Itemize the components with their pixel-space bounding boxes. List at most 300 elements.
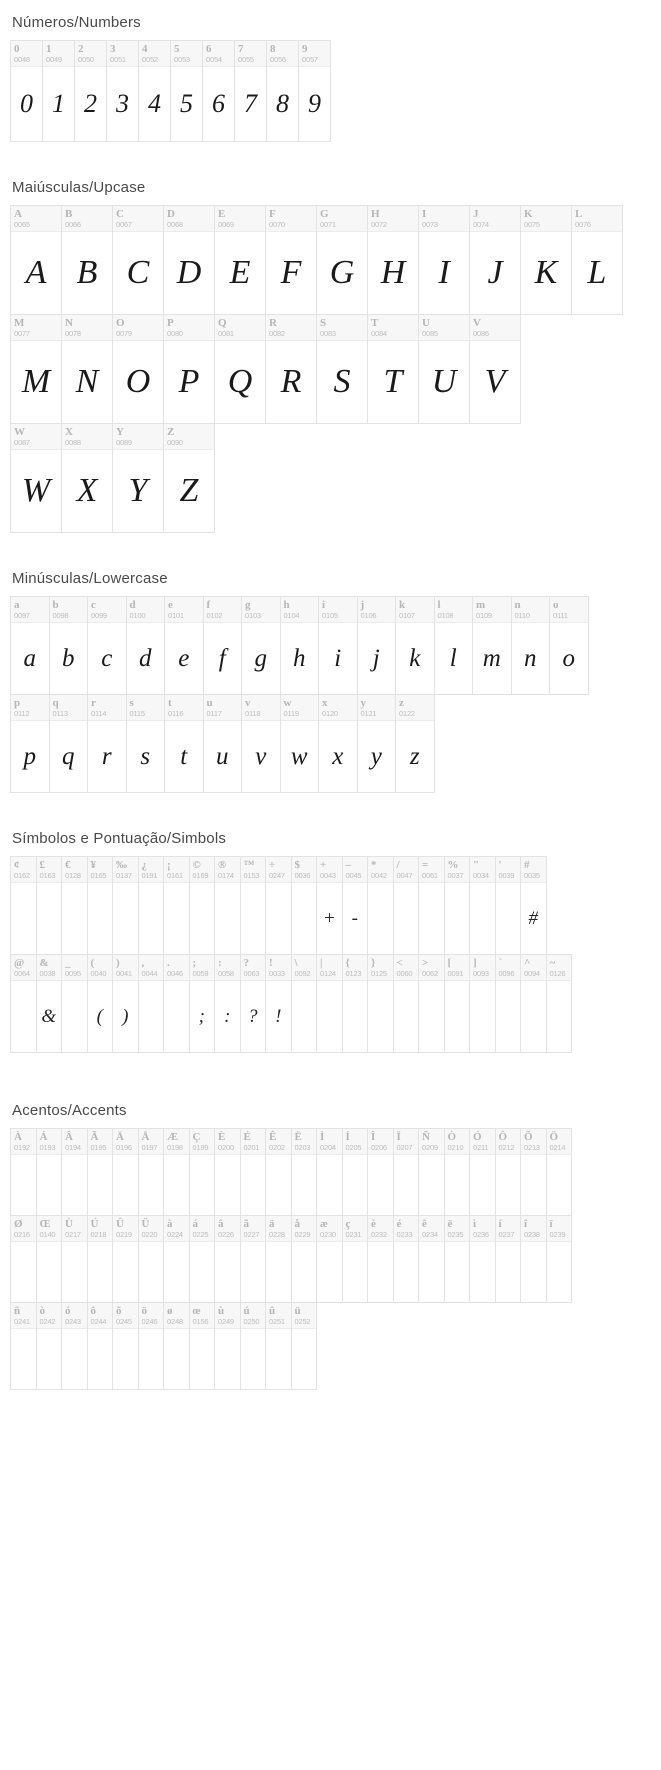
glyph-cell[interactable] <box>163 1215 190 1303</box>
glyph-cell[interactable] <box>291 1128 318 1216</box>
glyph-cell[interactable] <box>189 954 216 1053</box>
glyph-cell[interactable] <box>291 1215 318 1303</box>
glyph-character-label: { <box>345 957 350 969</box>
glyph-character-label: # <box>524 859 530 871</box>
glyph-cell[interactable] <box>61 1128 88 1216</box>
glyph-unicode-label: 0237 <box>498 1230 515 1239</box>
glyph-cell[interactable] <box>36 1215 63 1303</box>
glyph-preview: b <box>62 644 75 672</box>
glyph-unicode-label: 0235 <box>447 1230 464 1239</box>
glyph-header <box>445 857 470 883</box>
glyph-cell[interactable] <box>214 856 241 955</box>
glyph-character-label: Z <box>167 426 175 438</box>
glyph-cell[interactable] <box>367 856 394 955</box>
glyph-preview: a <box>23 644 36 672</box>
glyph-header <box>292 955 317 981</box>
glyph-unicode-label: 0224 <box>167 1230 183 1239</box>
glyph-cell[interactable] <box>240 1215 267 1303</box>
glyph-unicode-label: 0169 <box>192 871 209 880</box>
glyph-preview <box>11 1329 36 1389</box>
glyph-row <box>10 1302 316 1389</box>
glyph-header <box>299 41 330 67</box>
glyph-preview: U <box>431 363 457 400</box>
glyph-character-label: > <box>422 957 429 969</box>
glyph-cell[interactable] <box>291 954 318 1053</box>
glyph-cell[interactable] <box>214 314 266 424</box>
glyph-cell[interactable] <box>61 856 88 955</box>
glyph-cell[interactable] <box>87 1302 114 1390</box>
glyph-unicode-label: 0102 <box>206 611 223 620</box>
glyph-character-label: ï <box>549 1218 553 1230</box>
glyph-preview <box>292 883 317 954</box>
glyph-cell[interactable] <box>495 1215 522 1303</box>
glyph-cell[interactable] <box>393 1215 420 1303</box>
glyph-character-label: U <box>422 317 430 329</box>
glyph-cell[interactable] <box>189 856 216 955</box>
glyph-header <box>62 206 112 232</box>
glyph-cell[interactable] <box>61 423 113 533</box>
glyph-preview: 3 <box>116 89 129 118</box>
glyph-cell[interactable] <box>189 1215 216 1303</box>
glyph-cell[interactable] <box>163 1302 190 1390</box>
glyph-header <box>164 424 214 450</box>
glyph-cell[interactable] <box>418 954 445 1053</box>
glyph-character-label: ^ <box>524 957 531 969</box>
glyph-preview: H <box>380 254 406 291</box>
glyph-unicode-label: 0067 <box>116 220 132 229</box>
glyph-cell[interactable] <box>214 1215 241 1303</box>
glyph-cell[interactable] <box>61 1302 88 1390</box>
glyph-row <box>10 954 520 1052</box>
glyph-header <box>396 695 434 721</box>
glyph-unicode-label: 0207 <box>396 1143 413 1152</box>
glyph-header <box>470 1129 495 1155</box>
glyph-unicode-label: 0206 <box>371 1143 387 1152</box>
glyph-cell[interactable] <box>112 205 164 315</box>
section-spacer <box>10 147 651 165</box>
glyph-preview <box>62 1155 87 1215</box>
section-title: Minúsculas/Lowercase <box>12 570 168 587</box>
glyph-cell[interactable] <box>214 1128 241 1216</box>
glyph-header <box>215 206 265 232</box>
glyph-unicode-label: 0120 <box>322 709 338 718</box>
glyph-cell[interactable] <box>265 205 317 315</box>
glyph-cell[interactable] <box>291 856 318 955</box>
glyph-unicode-label: 0227 <box>243 1230 260 1239</box>
glyph-character-label: â <box>218 1218 224 1230</box>
glyph-cell[interactable] <box>469 954 496 1053</box>
glyph-cell[interactable] <box>265 856 292 955</box>
glyph-header <box>317 1129 342 1155</box>
glyph-character-label: < <box>396 957 403 969</box>
glyph-cell[interactable] <box>240 1128 267 1216</box>
glyph-preview <box>317 981 342 1052</box>
glyph-character-label: ä <box>269 1218 275 1230</box>
glyph-cell[interactable] <box>316 954 343 1053</box>
glyph-cell[interactable] <box>418 856 445 955</box>
glyph-preview <box>215 1329 240 1389</box>
glyph-unicode-label: 0082 <box>269 329 285 338</box>
glyph-cell[interactable] <box>112 856 139 955</box>
glyph-cell[interactable] <box>318 596 358 695</box>
glyph-cell[interactable] <box>444 954 471 1053</box>
glyph-cell[interactable] <box>10 423 62 533</box>
glyph-cell[interactable] <box>511 596 551 695</box>
glyph-cell[interactable] <box>87 856 114 955</box>
glyph-preview <box>445 1242 470 1302</box>
glyph-cell[interactable] <box>495 1128 522 1216</box>
glyph-cell[interactable] <box>367 954 394 1053</box>
glyph-cell[interactable] <box>393 954 420 1053</box>
glyph-cell[interactable] <box>170 40 203 142</box>
glyph-cell[interactable] <box>10 694 50 793</box>
glyph-character-label: È <box>218 1131 226 1143</box>
glyph-unicode-label: 0241 <box>14 1317 30 1326</box>
glyph-unicode-label: 0122 <box>399 709 415 718</box>
glyph-cell[interactable] <box>10 1215 37 1303</box>
glyph-cell[interactable] <box>10 314 62 424</box>
glyph-cell[interactable] <box>472 596 512 695</box>
glyph-header <box>37 1129 62 1155</box>
glyph-cell[interactable] <box>265 954 292 1053</box>
glyph-unicode-label: 0125 <box>371 969 387 978</box>
glyph-header <box>139 1129 164 1155</box>
glyph-cell[interactable] <box>571 205 623 315</box>
glyph-cell[interactable] <box>469 314 521 424</box>
glyph-unicode-label: 0047 <box>396 871 413 880</box>
glyph-cell[interactable] <box>316 856 343 955</box>
glyph-character-label: m <box>476 599 486 611</box>
glyph-character-label: © <box>192 859 201 871</box>
glyph-header <box>171 41 202 67</box>
glyph-cell[interactable] <box>393 856 420 955</box>
glyph-cell[interactable] <box>291 1302 318 1390</box>
glyph-cell[interactable] <box>316 1215 343 1303</box>
glyph-unicode-label: 0115 <box>129 709 145 718</box>
glyph-grid <box>10 856 651 1052</box>
glyph-cell[interactable] <box>520 954 547 1053</box>
glyph-cell[interactable] <box>112 1128 139 1216</box>
glyph-cell[interactable] <box>469 856 496 955</box>
glyph-unicode-label: 0108 <box>437 611 454 620</box>
glyph-cell[interactable] <box>240 954 267 1053</box>
glyph-cell[interactable] <box>266 40 299 142</box>
glyph-cell[interactable] <box>106 40 139 142</box>
glyph-cell[interactable] <box>214 954 241 1053</box>
glyph-character-label: Í <box>345 1131 350 1143</box>
glyph-cell[interactable] <box>138 1128 165 1216</box>
glyph-cell[interactable] <box>163 856 190 955</box>
glyph-cell[interactable] <box>112 314 164 424</box>
glyph-cell[interactable] <box>10 1128 37 1216</box>
glyph-preview <box>37 1329 62 1389</box>
glyph-preview <box>343 981 368 1052</box>
glyph-cell[interactable] <box>87 694 127 793</box>
glyph-character-label: Ø <box>14 1218 23 1230</box>
glyph-cell[interactable] <box>112 954 139 1053</box>
glyph-header <box>470 1216 495 1242</box>
glyph-unicode-label: 0209 <box>422 1143 438 1152</box>
glyph-preview: R <box>280 363 302 400</box>
glyph-unicode-label: 0123 <box>345 969 362 978</box>
glyph-unicode-label: 0198 <box>167 1143 183 1152</box>
glyph-cell[interactable] <box>357 694 397 793</box>
glyph-cell[interactable] <box>495 954 522 1053</box>
glyph-preview <box>190 1242 215 1302</box>
glyph-header <box>419 1129 444 1155</box>
glyph-cell[interactable] <box>546 1215 573 1303</box>
glyph-cell[interactable] <box>138 954 165 1053</box>
glyph-header <box>204 695 242 721</box>
glyph-row <box>10 694 434 792</box>
glyph-cell[interactable] <box>112 423 164 533</box>
glyph-unicode-label: 0111 <box>553 611 568 620</box>
glyph-cell[interactable] <box>126 694 166 793</box>
glyph-cell[interactable] <box>126 596 166 695</box>
glyph-header <box>11 41 42 67</box>
glyph-character-label: Q <box>218 317 227 329</box>
glyph-row <box>10 1128 571 1215</box>
glyph-header <box>11 1129 36 1155</box>
glyph-character-label: è <box>371 1218 376 1230</box>
glyph-cell[interactable] <box>265 1302 292 1390</box>
glyph-cell[interactable] <box>434 596 474 695</box>
glyph-cell[interactable] <box>203 694 243 793</box>
glyph-unicode-label: 0072 <box>371 220 387 229</box>
glyph-cell[interactable] <box>202 40 235 142</box>
glyph-preview <box>394 981 419 1052</box>
glyph-preview <box>317 1242 342 1302</box>
glyph-header <box>113 424 163 450</box>
glyph-cell[interactable] <box>87 596 127 695</box>
glyph-cell[interactable] <box>520 856 547 955</box>
glyph-cell[interactable] <box>240 1302 267 1390</box>
glyph-character-label: Ì <box>320 1131 325 1143</box>
glyph-cell[interactable] <box>10 1302 37 1390</box>
glyph-cell[interactable] <box>36 856 63 955</box>
glyph-header <box>317 1216 342 1242</box>
glyph-cell[interactable] <box>61 954 88 1053</box>
glyph-cell[interactable] <box>469 1128 496 1216</box>
glyph-character-label: o <box>553 599 559 611</box>
glyph-header <box>88 1129 113 1155</box>
glyph-cell[interactable] <box>74 40 107 142</box>
glyph-cell[interactable] <box>316 205 368 315</box>
glyph-row <box>10 314 520 423</box>
glyph-header <box>164 1216 189 1242</box>
glyph-cell[interactable] <box>342 856 369 955</box>
glyph-preview: C <box>126 254 150 291</box>
glyph-header <box>113 315 163 341</box>
glyph-cell[interactable] <box>265 1128 292 1216</box>
glyph-unicode-label: 0220 <box>141 1230 158 1239</box>
glyph-cell[interactable] <box>393 1128 420 1216</box>
glyph-cell[interactable] <box>36 1302 63 1390</box>
glyph-preview: g <box>254 644 267 672</box>
glyph-cell[interactable] <box>163 423 215 533</box>
glyph-unicode-label: 0118 <box>245 709 261 718</box>
glyph-cell[interactable] <box>342 1128 369 1216</box>
glyph-cell[interactable] <box>495 856 522 955</box>
glyph-preview <box>241 883 266 954</box>
glyph-unicode-label: 0080 <box>167 329 183 338</box>
glyph-cell[interactable] <box>265 1215 292 1303</box>
glyph-preview: V <box>484 363 506 400</box>
glyph-cell[interactable] <box>138 40 171 142</box>
glyph-character-label: – <box>345 859 351 871</box>
glyph-preview: L <box>587 254 607 291</box>
glyph-cell[interactable] <box>112 1302 139 1390</box>
section-title: Acentos/Accents <box>12 1102 127 1119</box>
glyph-cell[interactable] <box>10 596 50 695</box>
glyph-cell[interactable] <box>36 1128 63 1216</box>
glyph-cell[interactable] <box>444 1128 471 1216</box>
glyph-cell[interactable] <box>163 954 190 1053</box>
glyph-cell[interactable] <box>42 40 75 142</box>
glyph-character-label: ¥ <box>90 859 96 871</box>
glyph-header <box>164 1129 189 1155</box>
glyph-cell[interactable] <box>189 1128 216 1216</box>
glyph-cell[interactable] <box>520 1215 547 1303</box>
glyph-cell[interactable] <box>10 205 62 315</box>
glyph-preview <box>190 883 215 954</box>
glyph-character-label: Å <box>141 1131 150 1143</box>
glyph-cell[interactable] <box>280 596 320 695</box>
glyph-cell[interactable] <box>36 954 63 1053</box>
glyph-cell[interactable] <box>469 1215 496 1303</box>
glyph-preview <box>496 981 521 1052</box>
glyph-cell[interactable] <box>214 1302 241 1390</box>
glyph-cell[interactable] <box>367 205 419 315</box>
glyph-cell[interactable] <box>418 205 470 315</box>
glyph-character-label: / <box>396 859 400 871</box>
glyph-cell[interactable] <box>469 205 521 315</box>
glyph-cell[interactable] <box>61 1215 88 1303</box>
glyph-character-label: ö <box>141 1305 147 1317</box>
glyph-preview: B <box>76 254 98 291</box>
glyph-preview <box>139 1329 164 1389</box>
glyph-cell[interactable] <box>49 694 89 793</box>
glyph-cell[interactable] <box>163 314 215 424</box>
glyph-cell[interactable] <box>342 1215 369 1303</box>
glyph-cell[interactable] <box>234 40 267 142</box>
glyph-unicode-label: 0230 <box>320 1230 336 1239</box>
glyph-cell[interactable] <box>87 1215 114 1303</box>
glyph-cell[interactable] <box>10 40 43 142</box>
glyph-cell[interactable] <box>138 1302 165 1390</box>
glyph-unicode-label: 0076 <box>575 220 591 229</box>
glyph-cell[interactable] <box>189 1302 216 1390</box>
glyph-cell[interactable] <box>163 205 215 315</box>
glyph-cell[interactable] <box>395 596 435 695</box>
glyph-character-label: e <box>168 599 173 611</box>
glyph-unicode-label: 0140 <box>39 1230 56 1239</box>
glyph-cell[interactable] <box>418 314 470 424</box>
glyph-cell[interactable] <box>367 1215 394 1303</box>
glyph-header <box>317 315 367 341</box>
glyph-cell[interactable] <box>240 856 267 955</box>
glyph-character-label: ú <box>243 1305 250 1317</box>
glyph-cell[interactable] <box>444 856 471 955</box>
glyph-preview: J <box>487 254 503 291</box>
glyph-unicode-label: 0225 <box>192 1230 209 1239</box>
glyph-cell[interactable] <box>61 205 113 315</box>
glyph-preview: Y <box>128 472 148 509</box>
glyph-header <box>445 1129 470 1155</box>
glyph-cell[interactable] <box>164 694 204 793</box>
glyph-cell[interactable] <box>112 1215 139 1303</box>
glyph-unicode-label: 0249 <box>218 1317 234 1326</box>
glyph-cell[interactable] <box>280 694 320 793</box>
glyph-cell[interactable] <box>316 314 368 424</box>
glyph-cell[interactable] <box>395 694 435 793</box>
glyph-cell[interactable] <box>87 1128 114 1216</box>
glyph-cell[interactable] <box>49 596 89 695</box>
glyph-preview: ( <box>96 1005 103 1027</box>
glyph-cell[interactable] <box>265 314 317 424</box>
glyph-header <box>572 206 622 232</box>
glyph-cell[interactable] <box>164 596 204 695</box>
glyph-cell[interactable] <box>342 954 369 1053</box>
glyph-cell[interactable] <box>444 1215 471 1303</box>
glyph-header <box>343 857 368 883</box>
glyph-preview: W <box>21 472 51 509</box>
glyph-cell[interactable] <box>520 1128 547 1216</box>
glyph-cell[interactable] <box>357 596 397 695</box>
glyph-character-label: q <box>52 697 59 709</box>
glyph-cell[interactable] <box>138 856 165 955</box>
glyph-cell[interactable] <box>546 954 573 1053</box>
glyph-cell[interactable] <box>138 1215 165 1303</box>
glyph-cell[interactable] <box>203 596 243 695</box>
glyph-cell[interactable] <box>318 694 358 793</box>
glyph-preview <box>215 1155 240 1215</box>
glyph-character-label: ® <box>218 859 227 871</box>
glyph-cell[interactable] <box>367 1128 394 1216</box>
glyph-cell[interactable] <box>163 1128 190 1216</box>
glyph-cell[interactable] <box>10 954 37 1053</box>
glyph-cell[interactable] <box>520 205 572 315</box>
glyph-cell[interactable] <box>298 40 331 142</box>
glyph-character-label: f <box>206 599 211 611</box>
glyph-preview <box>266 1155 291 1215</box>
glyph-header <box>113 955 138 981</box>
glyph-character-label: n <box>514 599 521 611</box>
glyph-header <box>11 695 49 721</box>
glyph-cell[interactable] <box>61 314 113 424</box>
glyph-cell[interactable] <box>87 954 114 1053</box>
glyph-cell[interactable] <box>418 1128 445 1216</box>
glyph-cell[interactable] <box>549 596 589 695</box>
glyph-character-label: ò <box>39 1305 45 1317</box>
glyph-cell[interactable] <box>418 1215 445 1303</box>
glyph-cell[interactable] <box>214 205 266 315</box>
glyph-header <box>242 695 280 721</box>
glyph-character-label: % <box>447 859 459 871</box>
glyph-header <box>127 597 165 623</box>
glyph-header <box>127 695 165 721</box>
glyph-cell[interactable] <box>367 314 419 424</box>
glyph-preview <box>292 981 317 1052</box>
glyph-cell[interactable] <box>241 596 281 695</box>
glyph-preview: S <box>333 363 351 400</box>
glyph-cell[interactable] <box>316 1128 343 1216</box>
glyph-cell[interactable] <box>10 856 37 955</box>
glyph-header <box>266 315 316 341</box>
glyph-unicode-label: 0114 <box>91 709 107 718</box>
glyph-cell[interactable] <box>546 1128 573 1216</box>
glyph-cell[interactable] <box>241 694 281 793</box>
